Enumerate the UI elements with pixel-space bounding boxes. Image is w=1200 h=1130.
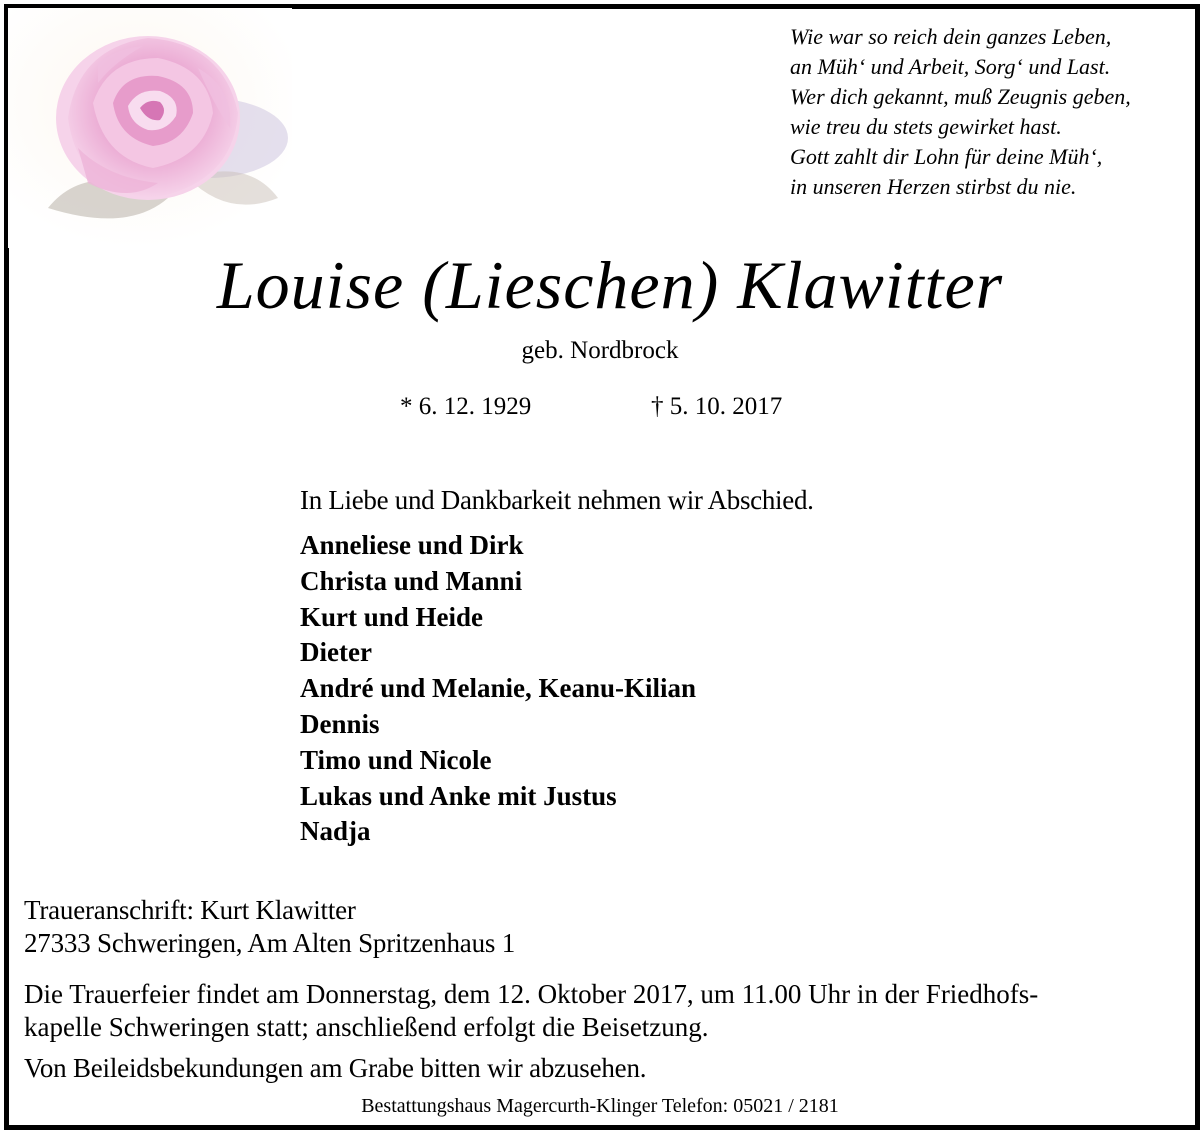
- ceremony-line: kapelle Schweringen statt; anschließend erfolgt die Beisetzung.: [24, 1012, 709, 1042]
- address-line: 27333 Schweringen, Am Alten Spritzenhaus 1: [24, 928, 516, 958]
- mourner-entry: Timo und Nicole: [300, 744, 492, 775]
- funeral-ceremony-info: [24, 978, 1184, 1044]
- death-date: † 5. 10. 2017: [651, 393, 783, 420]
- mourner-entry: Anneliese und Dirk: [300, 530, 524, 560]
- mourner-entry: Christa und Manni: [300, 565, 523, 596]
- deceased-name: Louise (Lieschen) Klawitter: [216, 247, 1004, 323]
- maiden-name: geb. Nordbrock: [521, 337, 679, 364]
- farewell-text: In Liebe und Dankbarkeit nehmen wir Abschied.: [300, 485, 814, 515]
- poem: [790, 22, 1180, 202]
- poem-line: Wie war so reich dein ganzes Leben,: [790, 24, 1112, 49]
- poem-line: Wer dich gekannt, muß Zeugnis geben,: [790, 84, 1131, 109]
- undertaker-contact: Bestattungshaus Magercurth-Klinger Telefon: 05021 / 2181: [361, 1095, 839, 1117]
- condolence-note: Von Beileidsbekundungen am Grabe bitten wir abzusehen.: [24, 1053, 647, 1083]
- mourning-address: [24, 894, 515, 960]
- mourners-list: [300, 528, 696, 850]
- address-line: Traueranschrift: Kurt Klawitter: [24, 895, 356, 925]
- mourner-entry: André und Melanie, Keanu-Kilian: [300, 673, 697, 704]
- poem-line: an Müh‘ und Arbeit, Sorg‘ und Last.: [790, 54, 1111, 79]
- poem-line: wie treu du stets gewirket hast.: [790, 114, 1062, 139]
- poem-line: Gott zahlt dir Lohn für deine Müh‘,: [790, 144, 1103, 169]
- mourner-entry: Nadja: [300, 816, 371, 847]
- mourner-entry: Dieter: [300, 637, 372, 668]
- birth-date: * 6. 12. 1929: [400, 393, 532, 420]
- mourner-entry: Lukas und Anke mit Justus: [300, 780, 617, 811]
- poem-line: in unseren Herzen stirbst du nie.: [790, 174, 1077, 199]
- mourner-entry: Kurt und Heide: [300, 601, 484, 632]
- mourner-entry: Dennis: [300, 708, 380, 739]
- ceremony-line: Die Trauerfeier findet am Donnerstag, dem 12. Oktober 2017, um 11.00 Uhr in der Friedhofs-: [24, 979, 1039, 1009]
- rose-image: [8, 8, 292, 248]
